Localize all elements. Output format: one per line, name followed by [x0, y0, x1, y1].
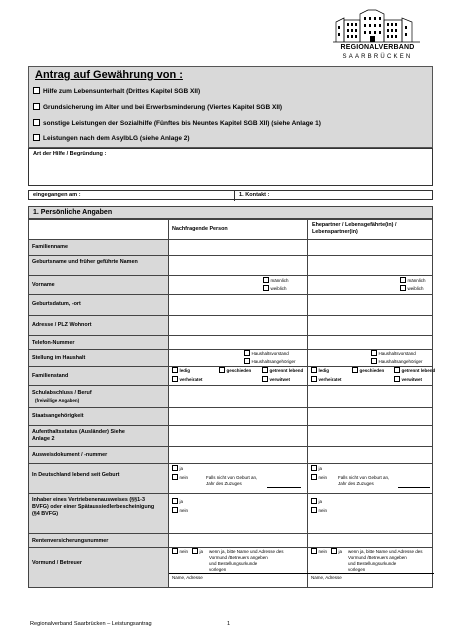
row-aufenthaltsstatus [28, 425, 433, 446]
logo-name: REGIONALVERBAND [340, 44, 415, 51]
opt-inland-nein-1[interactable]: nein [172, 475, 188, 481]
opt-verheiratet-1[interactable]: verheiratet [172, 377, 203, 383]
row-geburtsname [28, 255, 433, 275]
input-telefon-1[interactable] [169, 336, 308, 349]
zuzug-line-2[interactable] [398, 487, 430, 488]
input-vorname-1[interactable] [169, 276, 308, 294]
opt-vormund-ja-2[interactable]: ja [331, 549, 342, 555]
row-familienstand [28, 366, 436, 385]
name-adresse-label-2: Name, Adresse [311, 575, 342, 580]
opt-vormund-nein-1[interactable]: nein [172, 549, 188, 555]
opt-geschieden-2[interactable]: geschieden [352, 368, 384, 374]
label-stellung: Stellung im Haushalt [32, 355, 86, 361]
row-rentenversicherung [28, 533, 433, 547]
opt-vertriebene-ja-2[interactable]: ja [311, 499, 322, 505]
column-partner: Ehepartner / Lebensgefährte(in) / Lebenspartner(in) [312, 222, 397, 235]
row-staatsangehoerigkeit [28, 407, 433, 425]
gender-male-1[interactable]: männlich [263, 278, 289, 284]
row-geburtsdatum [28, 294, 433, 315]
vormund-hint-2b: Vormund /Betreuers angeben [348, 555, 407, 560]
input-staatsangehoerigkeit-2[interactable] [308, 408, 434, 425]
eingegangen-field[interactable] [29, 191, 235, 201]
eingegangen-label: eingegangen am : [33, 192, 81, 198]
opt-getrennt-1[interactable]: getrennt lebend [262, 368, 303, 374]
option-grundsicherung[interactable]: Grundsicherung im Alter und bei Erwerbsminderung (Viertes Kapitel SGB XII) [33, 104, 282, 111]
input-rentenversicherung-1[interactable] [169, 534, 308, 547]
label-aufenthaltsstatus: Aufenthaltsstatus (Ausländer) Siehe Anlage 2 [32, 429, 125, 442]
vormund-hint-1d: vorlegen [209, 567, 227, 572]
row-vertriebene [28, 493, 433, 533]
checkbox[interactable] [33, 103, 40, 110]
gender-male-2[interactable]: männlich [400, 278, 426, 284]
vormund-hint-2a: wenn ja, bitte Name und Adresse des [348, 549, 423, 554]
opt-haushaltsvorstand-2[interactable]: Haushaltsvorstand [371, 351, 416, 357]
input-telefon-2[interactable] [308, 336, 434, 349]
row-adresse [28, 315, 433, 335]
input-staatsangehoerigkeit-1[interactable] [169, 408, 308, 425]
label-rentenversicherung: Rentenversicherungsnummer [32, 538, 109, 544]
input-familienname-1[interactable] [169, 240, 308, 255]
opt-inland-nein-2[interactable]: nein [311, 475, 327, 481]
option-hilfe-lebensunterhalt[interactable]: Hilfe zum Lebensunterhalt (Drittes Kapitel SGB XII) [33, 88, 200, 95]
castle-building-icon [330, 8, 425, 44]
page-title: Antrag auf Gewährung von : [35, 69, 183, 81]
kontakt-label: 1. Kontakt : [239, 192, 270, 198]
label-schulabschluss: Schulabschluss / Beruf [32, 390, 92, 396]
eingang-row [28, 190, 433, 200]
input-adresse-2[interactable] [308, 316, 434, 335]
opt-geschieden-1[interactable]: geschieden [219, 368, 251, 374]
input-geburtsdatum-2[interactable] [308, 295, 434, 315]
row-ausweis [28, 446, 433, 463]
row-schulabschluss [28, 385, 433, 407]
row-vorname [28, 275, 433, 294]
input-ausweis-1[interactable] [169, 447, 308, 463]
label-inland: In Deutschland lebend seit Geburt [32, 472, 120, 478]
opt-inland-ja-1[interactable]: ja [172, 466, 183, 472]
label-staatsangehoerigkeit: Staatsangehörigkeit [32, 413, 84, 419]
name-adresse-label-1: Name, Adresse [172, 575, 203, 580]
zuzug-line-1[interactable] [267, 487, 301, 488]
opt-vertriebene-nein-2[interactable]: nein [311, 508, 327, 514]
art-der-hilfe-field[interactable] [28, 148, 433, 186]
label-vertriebene: Inhaber eines Vertriebenenausweises (§§1-3 BVFG) oder einer Spätaussiedlerbescheinigung (§4 BVFG) [32, 497, 155, 517]
label-familienname: Familienname [32, 244, 68, 250]
jahr-zuzug-text-1: Jahr des Zuzuges [206, 481, 242, 486]
opt-ledig-2[interactable]: ledig [311, 368, 329, 374]
input-geburtsname-1[interactable] [169, 256, 308, 275]
vormund-hint-2d: vorlegen [348, 567, 366, 572]
vormund-hint-1c: und Bestellungsurkunde [209, 561, 258, 566]
label-geburtsname: Geburtsname und früher geführte Namen [32, 259, 138, 265]
label-familienstand: Familienstand [32, 373, 69, 379]
checkbox[interactable] [33, 119, 40, 126]
label-vorname: Vorname [32, 282, 55, 288]
gender-female-2[interactable]: weiblich [400, 286, 424, 292]
section-title: 1. Persönliche Angaben [33, 209, 113, 216]
gender-female-1[interactable]: weiblich [263, 286, 287, 292]
row-vormund [28, 547, 433, 588]
opt-vormund-nein-2[interactable]: nein [311, 549, 327, 555]
falls-nicht-text-2: Falls nicht von Geburt an, [338, 475, 390, 480]
opt-inland-ja-2[interactable]: ja [311, 466, 322, 472]
vormund-hint-1b: Vormund /Betreuers angeben [209, 555, 268, 560]
input-adresse-1[interactable] [169, 316, 308, 335]
footer-text: Regionalverband Saarbrücken – Leistungsantrag [30, 621, 152, 627]
jahr-zuzug-text-2: Jahr des Zuzuges [338, 481, 374, 486]
logo-city: SAARBRÜCKEN [342, 54, 413, 60]
opt-verwitwet-1[interactable]: verwitwet [262, 377, 290, 383]
label-freiwillig: (freiwillige Angaben) [35, 398, 80, 403]
opt-vormund-ja-1[interactable]: ja [192, 549, 203, 555]
input-aufenthaltsstatus-1[interactable] [169, 426, 308, 446]
opt-vertriebene-ja-1[interactable]: ja [172, 499, 183, 505]
vormund-hint-1a: wenn ja, bitte Name und Adresse des [209, 549, 284, 554]
input-familienname-2[interactable] [308, 240, 434, 255]
opt-ledig-1[interactable]: ledig [172, 368, 190, 374]
row-familienname [28, 239, 433, 255]
input-schulabschluss-1[interactable] [169, 386, 308, 407]
input-geburtsdatum-1[interactable] [169, 295, 308, 315]
table-header-row [28, 219, 433, 239]
falls-nicht-text-1: Falls nicht von Geburt an, [206, 475, 258, 480]
row-telefon [28, 335, 433, 349]
input-aufenthaltsstatus-2[interactable] [308, 426, 434, 446]
column-applicant: Nachfragende Person [172, 226, 228, 232]
input-vorname-2[interactable] [308, 276, 434, 294]
label-ausweis: Ausweisdokument / -nummer [32, 452, 108, 458]
label-vormund: Vormund / Betreuer [32, 560, 82, 566]
checkbox[interactable] [33, 87, 40, 94]
option-sonstige-leistungen[interactable]: sonstige Leistungen der Sozialhilfe (Fünftes bis Neuntes Kapitel SGB XII) (siehe Anlage 1) [33, 120, 321, 127]
opt-verwitwet-2[interactable]: verwitwet [394, 377, 422, 383]
regionalverband-logo [330, 8, 425, 66]
input-ausweis-2[interactable] [308, 447, 434, 463]
application-header-box [28, 66, 433, 148]
label-adresse: Adresse / PLZ Wohnort [32, 322, 92, 328]
row-inland [28, 463, 433, 493]
opt-getrennt-2[interactable]: getrennt lebend [394, 368, 435, 374]
vormund-hint-2c: und Bestellungsurkunde [348, 561, 397, 566]
page-number: 1 [227, 621, 231, 627]
input-schulabschluss-2[interactable] [308, 386, 434, 407]
opt-haushaltsangehoeriger-1[interactable]: Haushaltsangehöriger [244, 359, 296, 365]
opt-vertriebene-nein-1[interactable]: nein [172, 508, 188, 514]
row-stellung [28, 349, 433, 366]
section-personal-data [28, 206, 433, 219]
opt-haushaltsvorstand-1[interactable]: Haushaltsvorstand [244, 351, 289, 357]
input-rentenversicherung-2[interactable] [308, 534, 434, 547]
checkbox[interactable] [33, 134, 40, 141]
label-geburtsdatum: Geburtsdatum, -ort [32, 301, 81, 307]
art-der-hilfe-label: Art der Hilfe / Begründung : [33, 151, 107, 157]
opt-verheiratet-2[interactable]: verheiratet [311, 377, 342, 383]
input-geburtsname-2[interactable] [308, 256, 434, 275]
opt-haushaltsangehoeriger-2[interactable]: Haushaltsangehöriger [371, 359, 423, 365]
option-asylblg[interactable]: Leistungen nach dem AsylbLG (siehe Anlage 2) [33, 135, 190, 142]
label-telefon: Telefon-Nummer [32, 340, 75, 346]
